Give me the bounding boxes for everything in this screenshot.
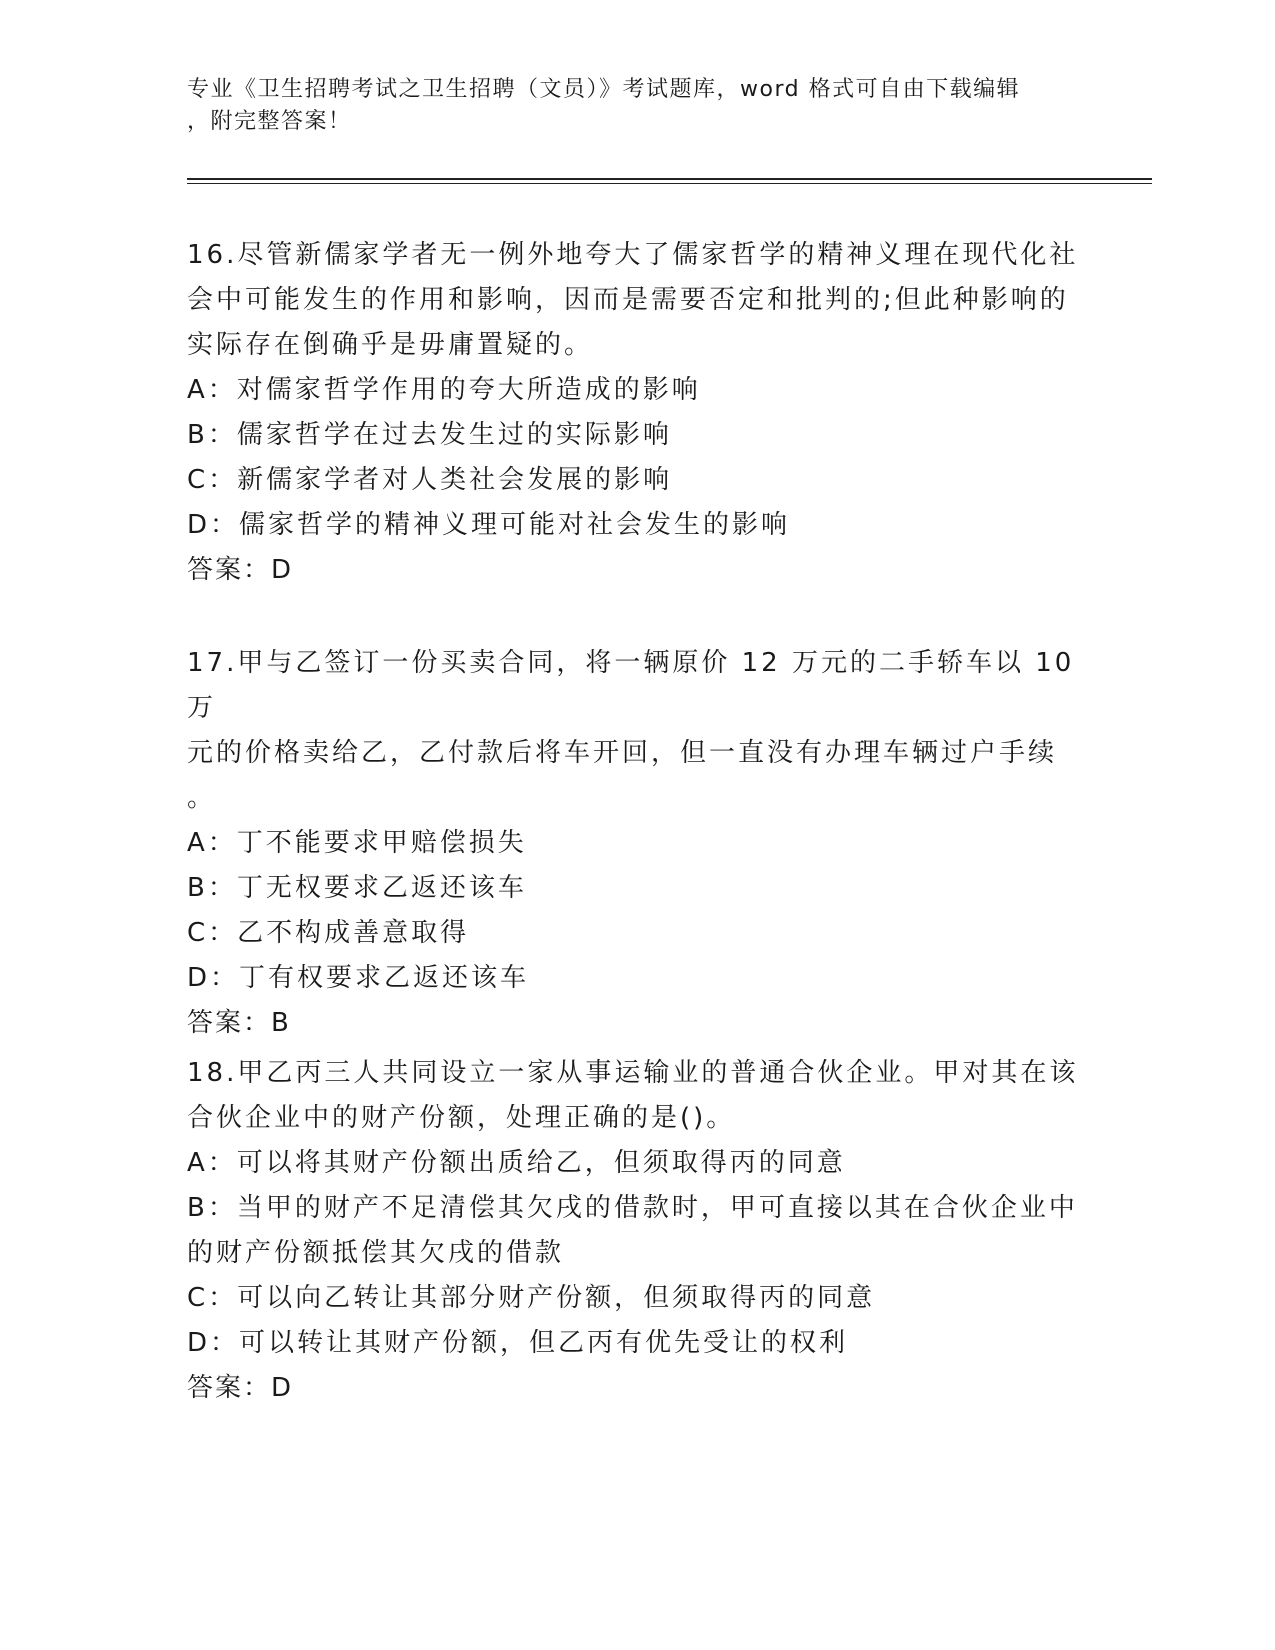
question-17 (187, 641, 1087, 1046)
question-18 (187, 1051, 1087, 1411)
option-a: A：对儒家哲学作用的夸大所造成的影响 (187, 375, 701, 405)
option-c: C：乙不构成善意取得 (187, 918, 470, 948)
question-stem: 18.甲乙丙三人共同设立一家从事运输业的普通合伙企业。甲对其在该 合伙企业中的财产份额，处理正确的是()。 (187, 1058, 1079, 1133)
header-divider-thick (187, 178, 1152, 180)
option-c: C：可以向乙转让其部分财产份额，但须取得丙的同意 (187, 1283, 876, 1313)
option-b: B：儒家哲学在过去发生过的实际影响 (187, 420, 672, 450)
header-divider-thin (187, 183, 1152, 184)
question-16 (187, 233, 1087, 593)
answer: 答案：D (187, 1373, 294, 1403)
answer: 答案：B (187, 1008, 291, 1038)
question-stem: 16.尽管新儒家学者无一例外地夸大了儒家哲学的精神义理在现代化社 会中可能发生的作用和影响，因而是需要否定和批判的;但此种影响的 实际存在倒确乎是毋庸置疑的。 (187, 240, 1079, 360)
option-d: D：儒家哲学的精神义理可能对社会发生的影响 (187, 510, 791, 540)
option-a: A：可以将其财产份额出质给乙，但须取得丙的同意 (187, 1148, 846, 1178)
option-b: B：丁无权要求乙返还该车 (187, 873, 527, 903)
option-c: C：新儒家学者对人类社会发展的影响 (187, 465, 673, 495)
option-d: D：丁有权要求乙返还该车 (187, 963, 530, 993)
option-a: A：丁不能要求甲赔偿损失 (187, 828, 527, 858)
document-header: 专业《卫生招聘考试之卫生招聘（文员）》考试题库，word 格式可自由下载编辑 ，附完整答案！ (187, 77, 1021, 134)
option-b: B：当甲的财产不足清偿其欠戌的借款时，甲可直接以其在合伙企业中 的财产份额抵偿其欠戌的借款 (187, 1193, 1078, 1268)
option-d: D：可以转让其财产份额，但乙丙有优先受让的权利 (187, 1328, 849, 1358)
answer: 答案：D (187, 555, 294, 585)
question-stem: 17.甲与乙签订一份买卖合同，将一辆原价 12 万元的二手轿车以 10 万 元的价格卖给乙，乙付款后将车开回，但一直没有办理车辆过户手续 。 (187, 648, 1075, 813)
